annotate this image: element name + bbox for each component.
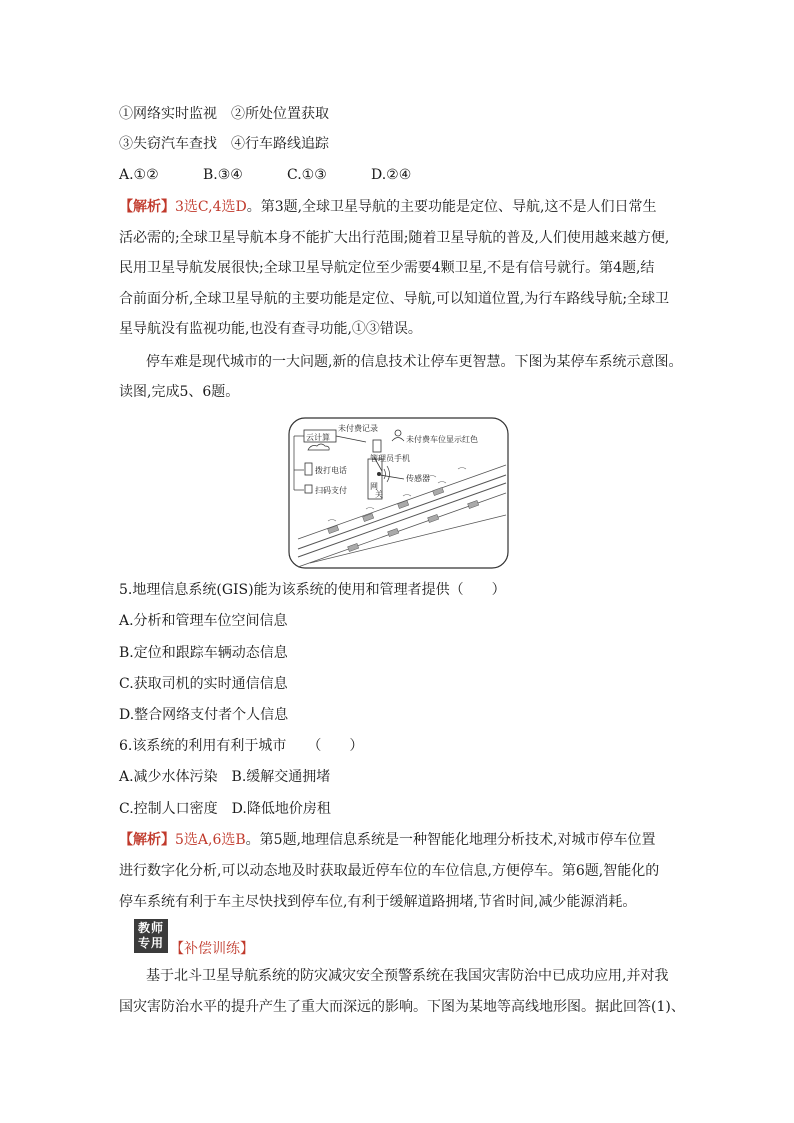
analysis-line: 民用卫星导航发展很快;全球卫星导航定位至少需要4颗卫星,不是有信号就行。第4题,结: [119, 260, 655, 276]
option: D.②④: [371, 167, 412, 183]
option: C.①③: [287, 167, 327, 183]
supplement-line: 基于北斗卫星导航系统的防灾减灾安全预警系统在我国灾害防治中已成功应用,并对我: [146, 968, 669, 984]
analysis-line: [119, 197, 657, 217]
q6-options: C.控制人口密度 D.降低地价房租: [119, 801, 331, 817]
supplement-line: 国灾害防治水平的提升产生了重大而深远的影响。下图为某地等高线地形图。据此回答(1)、: [119, 999, 685, 1015]
option: A.①②: [119, 167, 159, 183]
label-sensor: 传感器: [406, 474, 430, 483]
analysis-answer: 5选A,6选B: [175, 832, 246, 848]
parking-system-diagram: [288, 417, 509, 569]
label-scan-pay: 扫码支付: [315, 486, 347, 495]
analysis-line: 停车系统有利于车主尽快找到停车位,有利于缓解道路拥堵,节省时间,减少能源消耗。: [119, 894, 637, 910]
q5-option: D.整合网络支付者个人信息: [119, 707, 289, 723]
analysis-line: 活必需的;全球卫星导航本身不能扩大出行范围;随着卫星导航的普及,人们使用越来越方便,: [119, 230, 670, 246]
label-call: 拨打电话: [315, 466, 347, 475]
badge-line: 专用: [137, 936, 164, 950]
analysis-text: 。第5题,地理信息系统是一种智能化地理分析技术,对城市停车位置: [245, 832, 656, 848]
question-item-line: ①网络实时监视 ②所处位置获取: [119, 106, 329, 122]
question-5-stem: 5.地理信息系统(GIS)能为该系统的使用和管理者提供（ ）: [119, 582, 506, 598]
label-unpaid-record: 未付费记录: [338, 424, 378, 433]
q6-options: A.减少水体污染 B.缓解交通拥堵: [119, 769, 331, 785]
analysis-line: 进行数字化分析,可以动态地及时获取最近停车位的车位信息,方便停车。第6题,智能化的: [119, 863, 660, 879]
analysis-tag: 【解析】: [119, 832, 175, 848]
label-manager-phone: 管理员手机: [370, 454, 410, 463]
q5-option: C.获取司机的实时通信信息: [119, 676, 288, 692]
q5-option: A.分析和管理车位空间信息: [119, 613, 288, 629]
intro-line: 停车难是现代城市的一大问题,新的信息技术让停车更智慧。下图为某停车系统示意图。: [146, 354, 683, 370]
supplement-title: 【补偿训练】: [170, 941, 254, 957]
question-item-line: ③失窃汽车查找 ④行车路线追踪: [119, 136, 329, 152]
option: B.③④: [203, 167, 243, 183]
label-gateway-1: 网: [370, 482, 378, 491]
analysis-tag: 【解析】: [119, 199, 175, 215]
analysis-text: 。第3题,全球卫星导航的主要功能是定位、导航,这不是人们日常生: [246, 199, 657, 215]
analysis-line: [119, 830, 655, 850]
analysis-line: 合前面分析,全球卫星导航的主要功能是定位、导航,可以知道位置,为行车路线导航;全球卫: [119, 291, 670, 307]
q5-option: B.定位和跟踪车辆动态信息: [119, 645, 288, 661]
question-6-stem: 6.该系统的利用有利于城市 （ ）: [119, 738, 364, 754]
options-row: [119, 165, 411, 185]
teacher-badge: [134, 919, 168, 953]
analysis-answer: 3选C,4选D: [175, 199, 247, 215]
intro-line: 读图,完成5、6题。: [119, 384, 240, 400]
analysis-line: 星导航没有监视功能,也没有查寻功能,①③错误。: [119, 321, 422, 337]
label-cloud: 云计算: [306, 433, 330, 442]
badge-line: 教师: [137, 921, 164, 935]
label-gateway-2: 关: [375, 490, 383, 499]
label-unpaid-red: 未付费车位显示红色: [406, 435, 478, 444]
